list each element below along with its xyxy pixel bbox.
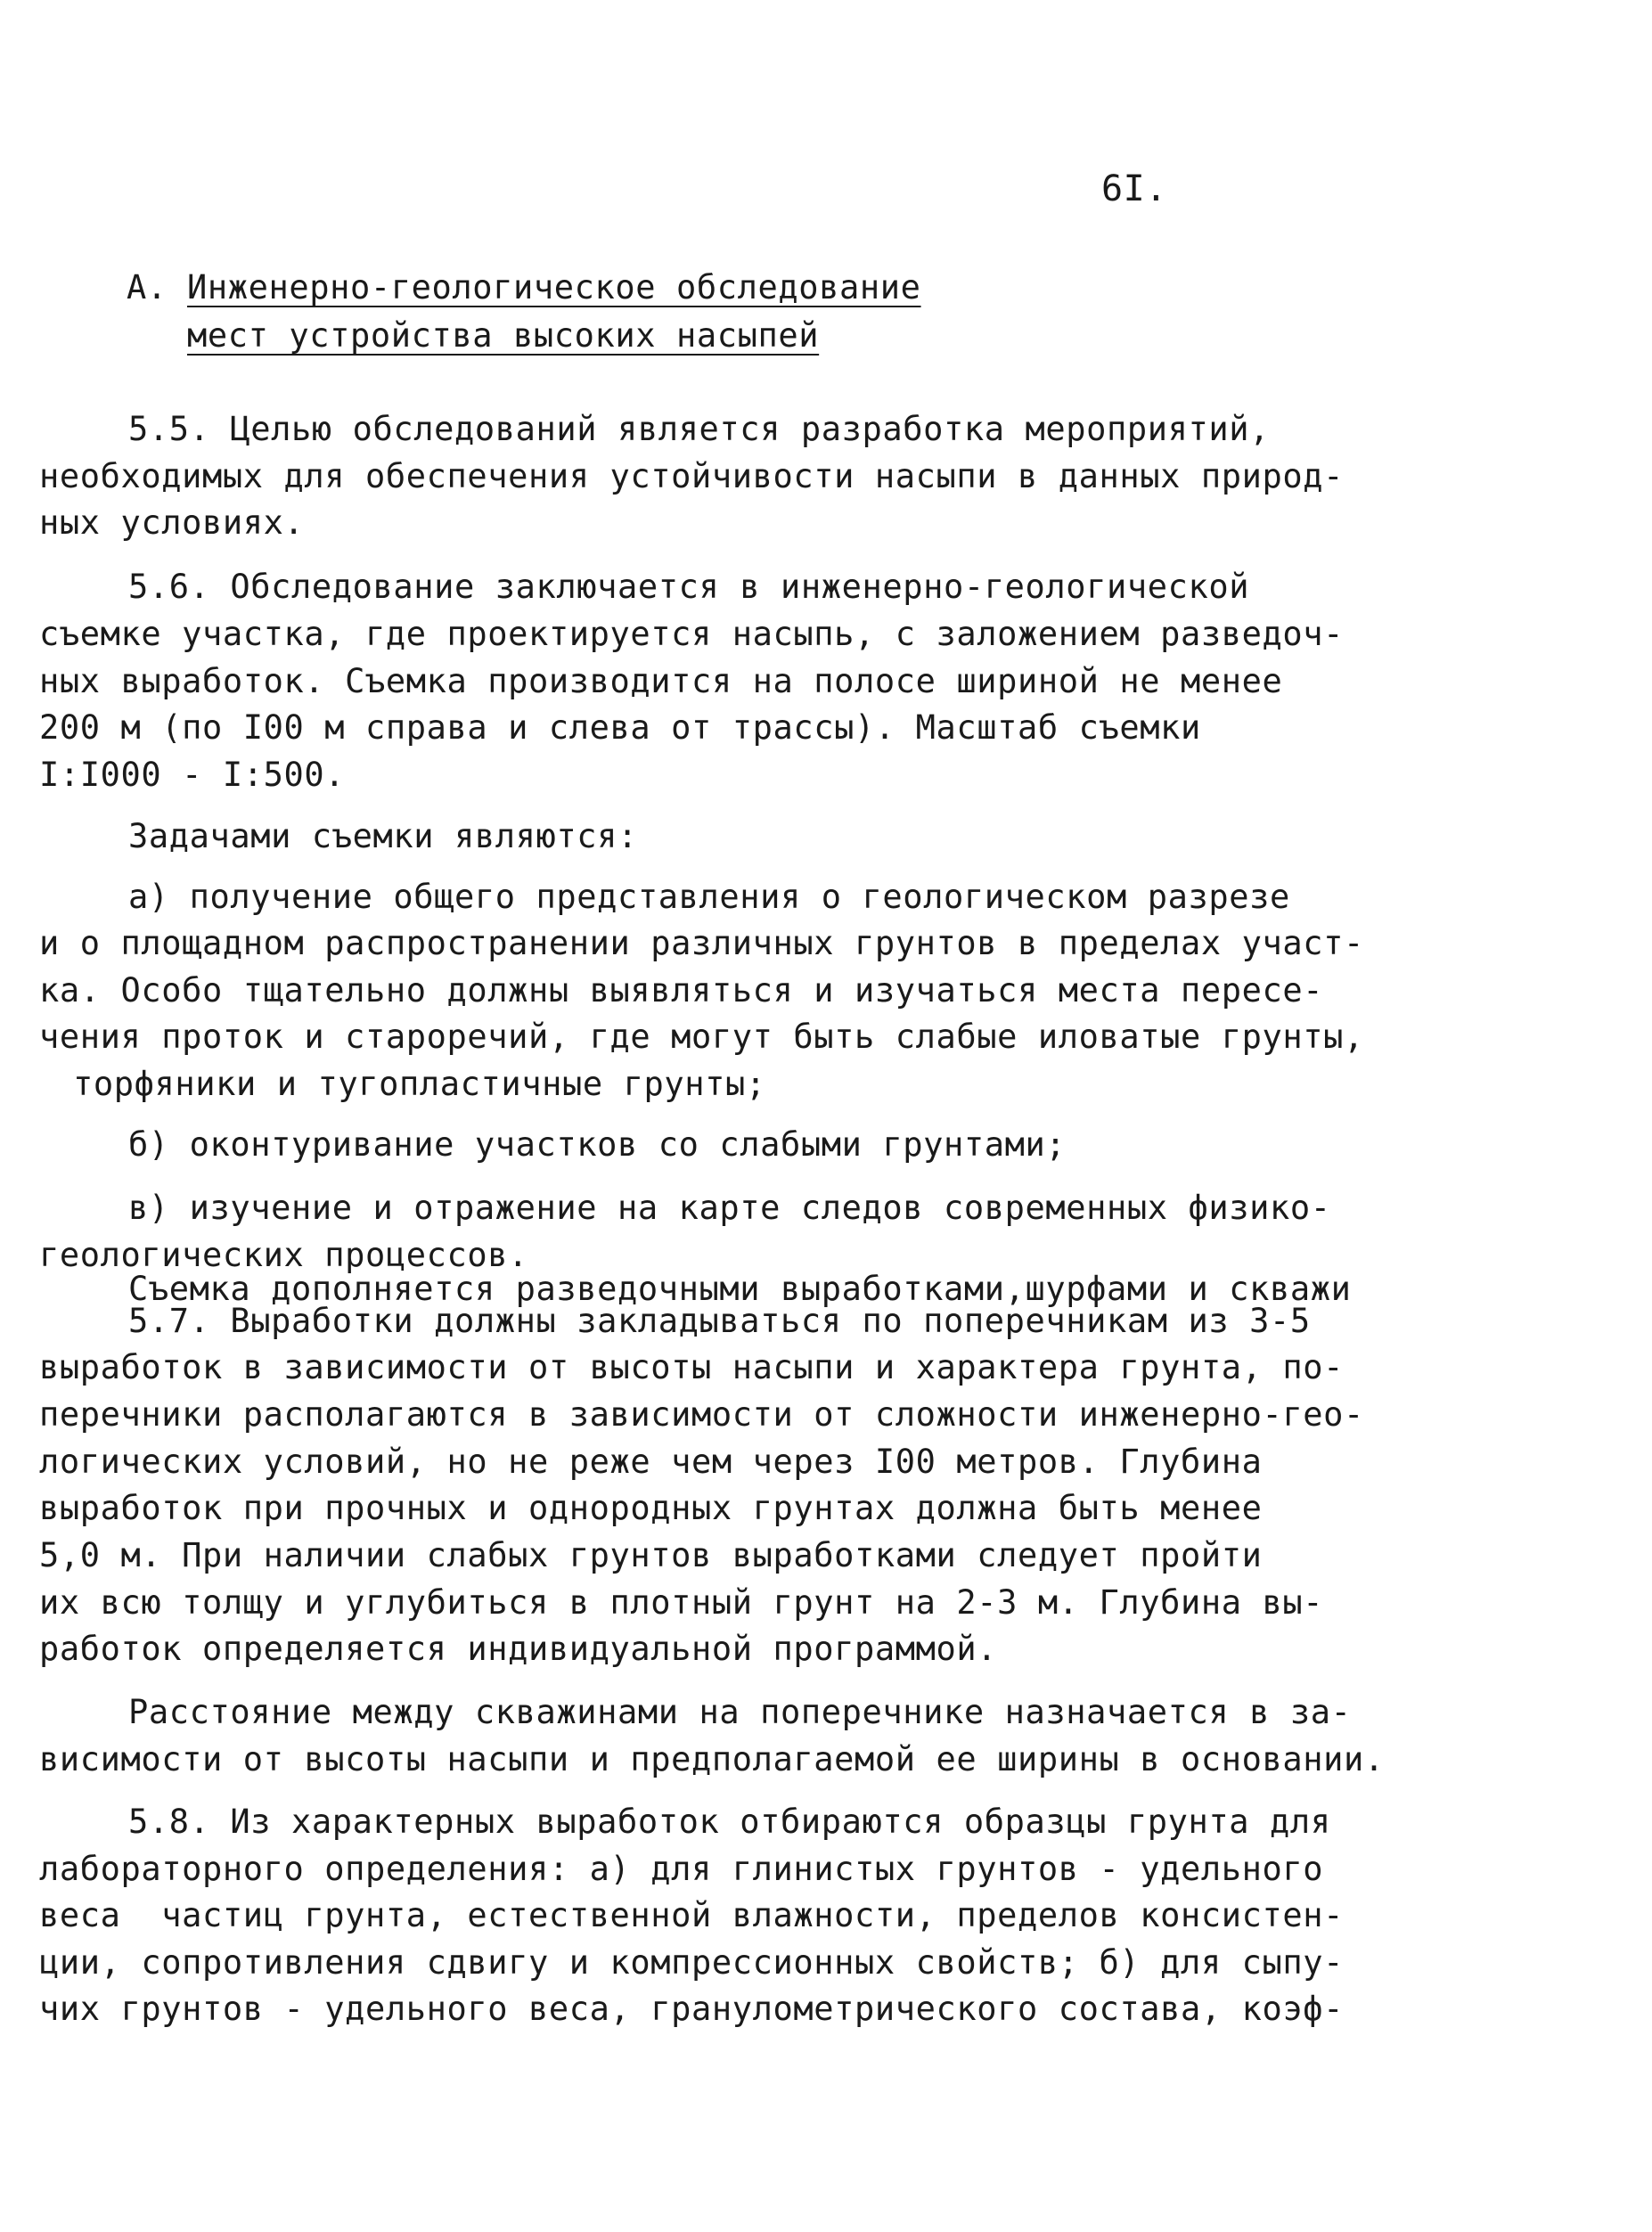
- text-line: 5.8. Из характерных выработок отбираются образцы грунта для: [128, 1803, 1331, 1841]
- text-line: чения проток и староречий, где могут быть слабые иловатые грунты,: [39, 1018, 1364, 1056]
- text-line: ных выработок. Съемка производится на полосе шириной не менее: [39, 662, 1283, 700]
- text-line: чих грунтов - удельного веса, гранулометрического состава, коэф-: [39, 1990, 1345, 2028]
- text-line: Расстояние между скважинами на поперечнике назначается в за-: [128, 1693, 1352, 1731]
- text-line: 5.7. Выработки должны закладываться по поперечникам из 3-5: [128, 1302, 1311, 1340]
- text-line: их всю толщу и углубиться в плотный грунт на 2-3 м. Глубина вы-: [39, 1583, 1324, 1622]
- text-line: необходимых для обеспечения устойчивости насыпи в данных природ-: [39, 457, 1345, 495]
- text-line: Съемка дополняется разведочными выработками,шурфами и скважи: [128, 1270, 1352, 1308]
- text-line: выработок в зависимости от высоты насыпи и характера грунта, по-: [39, 1348, 1345, 1386]
- text-line: перечники располагаются в зависимости от сложности инженерно-гео-: [39, 1395, 1364, 1434]
- text-line: геологических процессов.: [39, 1236, 529, 1274]
- section-letter: А.: [127, 268, 168, 307]
- text-line: выработок при прочных и однородных грунтах должна быть менее: [39, 1489, 1263, 1527]
- text-line: Задачами съемки являются:: [128, 817, 638, 855]
- text-line: работок определяется индивидуальной программой.: [39, 1630, 998, 1668]
- text-line: съемке участка, где проектируется насыпь, с заложением разведоч-: [39, 615, 1345, 653]
- text-line: лабораторного определения: а) для глинистых грунтов - удельного: [39, 1850, 1324, 1888]
- text-line: в) изучение и отражение на карте следов современных физико-: [128, 1189, 1331, 1227]
- text-line: б) оконтуривание участков со слабыми грунтами;: [128, 1125, 1067, 1164]
- text-line: 200 м (по I00 м справа и слева от трассы). Масштаб съемки: [39, 708, 1201, 747]
- page-number: 6I.: [1101, 168, 1168, 209]
- text-line: висимости от высоты насыпи и предполагаемой ее ширины в основании.: [39, 1740, 1385, 1778]
- text-line: ка. Особо тщательно должны выявляться и изучаться места пересе-: [39, 971, 1324, 1010]
- text-line: логических условий, но не реже чем через I00 метров. Глубина: [39, 1443, 1263, 1481]
- text-line: ных условиях.: [39, 503, 305, 542]
- text-line: а) получение общего представления о геологическом разрезе: [128, 878, 1290, 916]
- text-line: ции, сопротивления сдвигу и компрессионных свойств; б) для сыпу-: [39, 1943, 1345, 1982]
- text-line: 5,0 м. При наличии слабых грунтов выработками следует пройти: [39, 1536, 1263, 1574]
- text-line: и о площадном распространении различных грунтов в пределах участ-: [39, 924, 1364, 962]
- text-line: торфяники и тугопластичные грунты;: [73, 1065, 766, 1103]
- text-line: 5.5. Целью обследований является разработка мероприятий,: [128, 410, 1271, 448]
- text-line: веса частиц грунта, естественной влажности, пределов консистен-: [39, 1896, 1345, 1934]
- text-line: 5.6. Обследование заключается в инженерно-геологической: [128, 568, 1250, 606]
- text-line: I:I000 - I:500.: [39, 756, 346, 794]
- section-title-line-1: Инженерно-геологическое обследование: [187, 268, 921, 307]
- section-title-line-2: мест устройства высоких насыпей: [187, 316, 820, 355]
